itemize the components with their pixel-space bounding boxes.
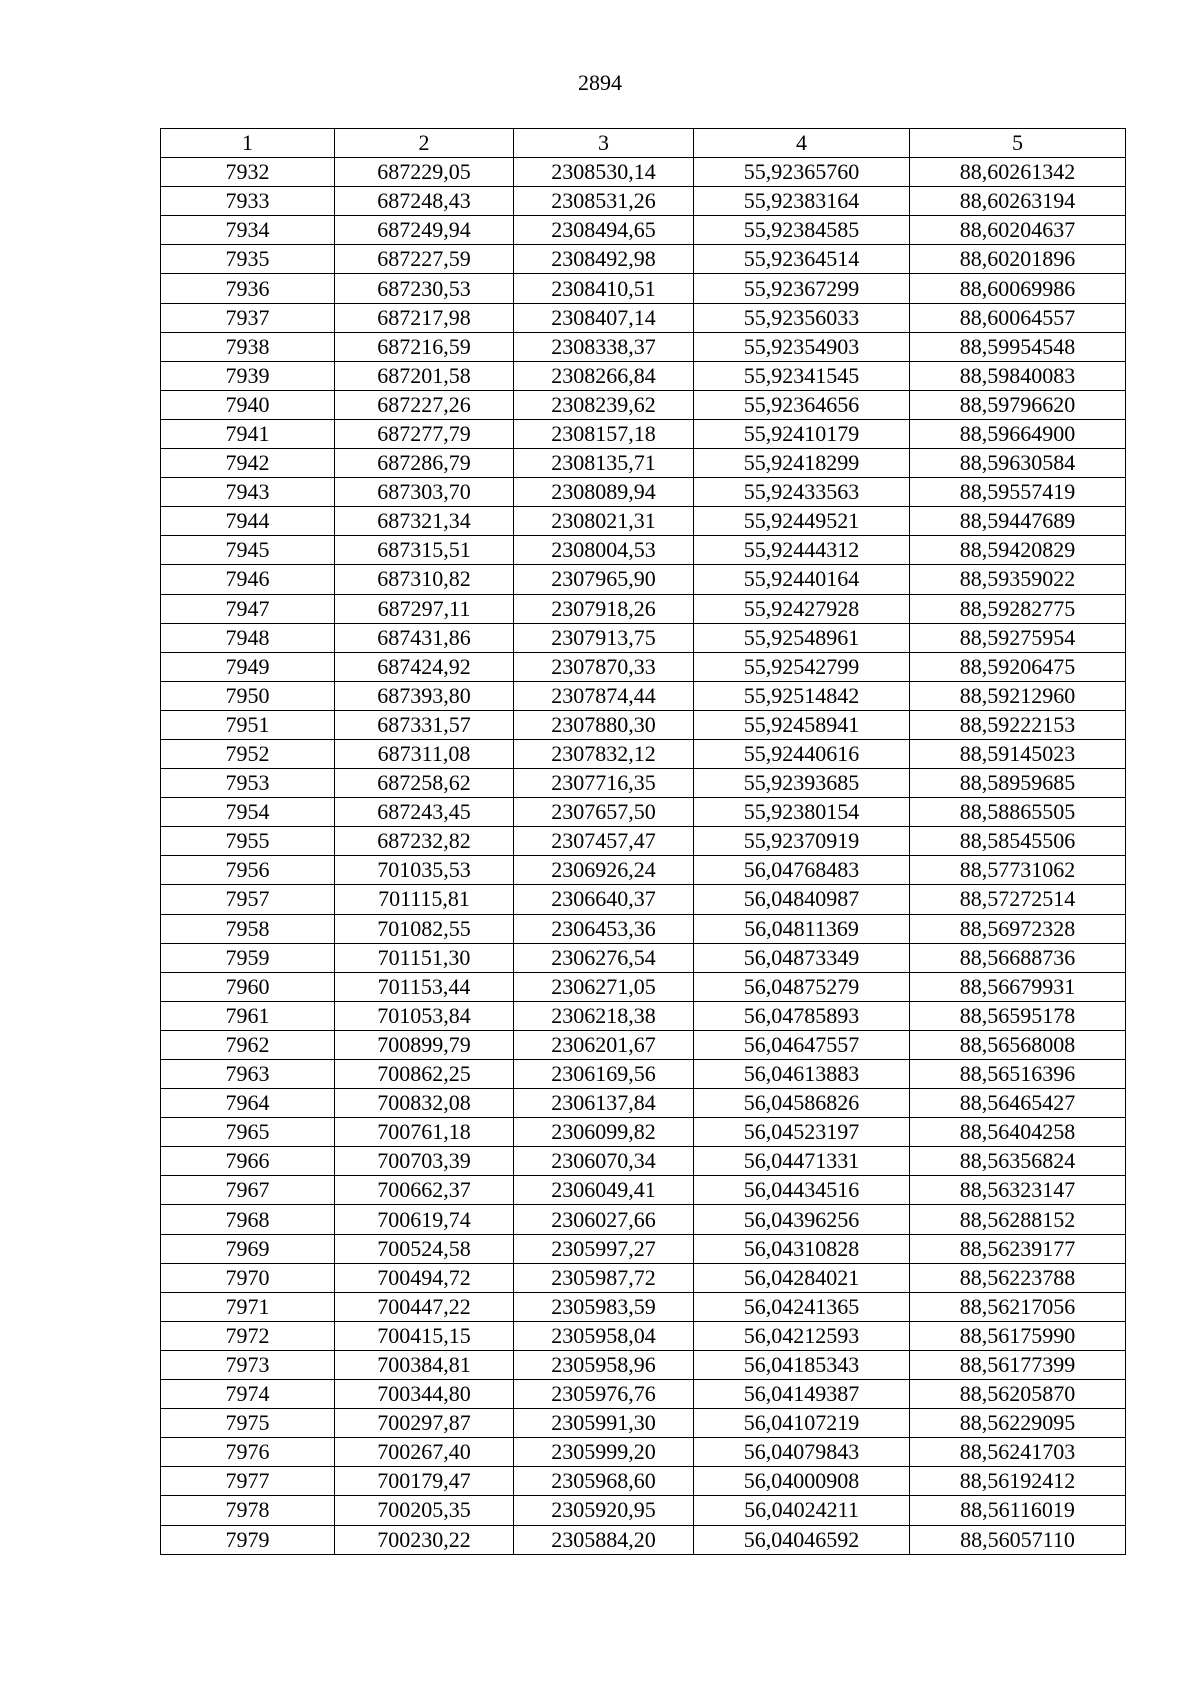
table-row xyxy=(161,390,1126,419)
table-row xyxy=(161,1001,1126,1030)
table-cell-col2: 700179,47 xyxy=(335,1467,514,1496)
table-cell-col1: 7956 xyxy=(161,856,335,885)
table-cell-col1: 7978 xyxy=(161,1496,335,1525)
table-cell-col3: 2307918,26 xyxy=(514,594,694,623)
table-cell-col1: 7961 xyxy=(161,1001,335,1030)
table-cell-col4: 56,04785893 xyxy=(694,1001,910,1030)
table-cell-col3: 2306640,37 xyxy=(514,885,694,914)
table-row xyxy=(161,856,1126,885)
table-cell-col2: 700832,08 xyxy=(335,1089,514,1118)
table-cell-col5: 88,56323147 xyxy=(910,1176,1126,1205)
table-cell-col2: 687297,11 xyxy=(335,594,514,623)
table-cell-col2: 687277,79 xyxy=(335,419,514,448)
table-cell-col5: 88,59796620 xyxy=(910,390,1126,419)
table-cell-col4: 56,04284021 xyxy=(694,1263,910,1292)
table-cell-col1: 7957 xyxy=(161,885,335,914)
table-row xyxy=(161,187,1126,216)
table-cell-col1: 7938 xyxy=(161,332,335,361)
table-cell-col4: 56,04000908 xyxy=(694,1467,910,1496)
table-cell-col3: 2306276,54 xyxy=(514,943,694,972)
table-cell-col2: 687249,94 xyxy=(335,216,514,245)
table-cell-col5: 88,56239177 xyxy=(910,1234,1126,1263)
table-cell-col4: 56,04396256 xyxy=(694,1205,910,1234)
table-row xyxy=(161,739,1126,768)
table-cell-col1: 7934 xyxy=(161,216,335,245)
table-cell-col3: 2307880,30 xyxy=(514,710,694,739)
table-cell-col2: 687229,05 xyxy=(335,158,514,187)
table-cell-col3: 2305987,72 xyxy=(514,1263,694,1292)
table-cell-col2: 700524,58 xyxy=(335,1234,514,1263)
table-row xyxy=(161,1321,1126,1350)
table-row xyxy=(161,681,1126,710)
table-row xyxy=(161,1525,1126,1554)
table-cell-col4: 55,92548961 xyxy=(694,623,910,652)
table-row xyxy=(161,594,1126,623)
table-cell-col2: 701153,44 xyxy=(335,972,514,1001)
table-cell-col5: 88,59447689 xyxy=(910,507,1126,536)
table-row xyxy=(161,1205,1126,1234)
table-cell-col5: 88,56679931 xyxy=(910,972,1126,1001)
table-cell-col4: 55,92367299 xyxy=(694,274,910,303)
table-cell-col1: 7946 xyxy=(161,565,335,594)
table-cell-col3: 2306453,36 xyxy=(514,914,694,943)
table-cell-col5: 88,59206475 xyxy=(910,652,1126,681)
table-cell-col4: 55,92384585 xyxy=(694,216,910,245)
table-row xyxy=(161,1496,1126,1525)
table-row xyxy=(161,1467,1126,1496)
table-cell-col3: 2308135,71 xyxy=(514,449,694,478)
table-cell-col2: 687310,82 xyxy=(335,565,514,594)
table-cell-col4: 56,04212593 xyxy=(694,1321,910,1350)
table-row xyxy=(161,972,1126,1001)
table-cell-col4: 55,92440164 xyxy=(694,565,910,594)
table-cell-col3: 2305920,95 xyxy=(514,1496,694,1525)
table-cell-col3: 2307913,75 xyxy=(514,623,694,652)
table-cell-col2: 700703,39 xyxy=(335,1147,514,1176)
table-cell-col3: 2308530,14 xyxy=(514,158,694,187)
table-cell-col3: 2307457,47 xyxy=(514,827,694,856)
table-cell-col1: 7947 xyxy=(161,594,335,623)
table-cell-col4: 55,92380154 xyxy=(694,798,910,827)
table-cell-col4: 56,04811369 xyxy=(694,914,910,943)
table-cell-col3: 2308004,53 xyxy=(514,536,694,565)
table-cell-col1: 7939 xyxy=(161,361,335,390)
table-cell-col2: 700862,25 xyxy=(335,1060,514,1089)
table-cell-col2: 701151,30 xyxy=(335,943,514,972)
table-cell-col2: 701115,81 xyxy=(335,885,514,914)
table-cell-col4: 56,04586826 xyxy=(694,1089,910,1118)
table-cell-col4: 55,92433563 xyxy=(694,478,910,507)
table-cell-col1: 7965 xyxy=(161,1118,335,1147)
table-cell-col4: 55,92440616 xyxy=(694,739,910,768)
table-cell-col3: 2306049,41 xyxy=(514,1176,694,1205)
table-cell-col3: 2306027,66 xyxy=(514,1205,694,1234)
table-row xyxy=(161,1292,1126,1321)
table-cell-col4: 56,04768483 xyxy=(694,856,910,885)
table-cell-col1: 7972 xyxy=(161,1321,335,1350)
table-cell-col1: 7951 xyxy=(161,710,335,739)
table-row xyxy=(161,361,1126,390)
table-row xyxy=(161,478,1126,507)
table-cell-col2: 700415,15 xyxy=(335,1321,514,1350)
table-cell-col5: 88,56175990 xyxy=(910,1321,1126,1350)
table-cell-col3: 2305976,76 xyxy=(514,1380,694,1409)
table-cell-col5: 88,56177399 xyxy=(910,1350,1126,1379)
column-header-5: 5 xyxy=(910,129,1126,158)
table-row xyxy=(161,216,1126,245)
table-row xyxy=(161,885,1126,914)
table-cell-col1: 7937 xyxy=(161,303,335,332)
table-cell-col1: 7933 xyxy=(161,187,335,216)
table-cell-col2: 687311,08 xyxy=(335,739,514,768)
table-row xyxy=(161,1176,1126,1205)
table-cell-col1: 7976 xyxy=(161,1438,335,1467)
table-cell-col3: 2307657,50 xyxy=(514,798,694,827)
table-cell-col4: 55,92354903 xyxy=(694,332,910,361)
table-cell-col4: 56,04107219 xyxy=(694,1409,910,1438)
table-row xyxy=(161,710,1126,739)
table-cell-col5: 88,56241703 xyxy=(910,1438,1126,1467)
table-cell-col1: 7960 xyxy=(161,972,335,1001)
table-cell-col3: 2306926,24 xyxy=(514,856,694,885)
table-cell-col1: 7970 xyxy=(161,1263,335,1292)
table-cell-col2: 700494,72 xyxy=(335,1263,514,1292)
table-row xyxy=(161,1380,1126,1409)
table-cell-col5: 88,59630584 xyxy=(910,449,1126,478)
table-cell-col3: 2308089,94 xyxy=(514,478,694,507)
table-cell-col3: 2308494,65 xyxy=(514,216,694,245)
table-cell-col1: 7940 xyxy=(161,390,335,419)
table-cell-col2: 700447,22 xyxy=(335,1292,514,1321)
table-cell-col2: 687431,86 xyxy=(335,623,514,652)
table-cell-col4: 56,04875279 xyxy=(694,972,910,1001)
table-row xyxy=(161,769,1126,798)
table-cell-col4: 55,92364656 xyxy=(694,390,910,419)
table-cell-col3: 2307874,44 xyxy=(514,681,694,710)
table-cell-col2: 687286,79 xyxy=(335,449,514,478)
table-cell-col5: 88,59954548 xyxy=(910,332,1126,361)
table-cell-col3: 2308021,31 xyxy=(514,507,694,536)
table-cell-col1: 7962 xyxy=(161,1030,335,1059)
table-cell-col3: 2305999,20 xyxy=(514,1438,694,1467)
table-cell-col1: 7955 xyxy=(161,827,335,856)
table-cell-col1: 7974 xyxy=(161,1380,335,1409)
table-row xyxy=(161,1030,1126,1059)
table-cell-col2: 687315,51 xyxy=(335,536,514,565)
table-cell-col4: 56,04523197 xyxy=(694,1118,910,1147)
table-cell-col2: 687227,59 xyxy=(335,245,514,274)
table-header-row xyxy=(161,129,1126,158)
table-row xyxy=(161,652,1126,681)
table-cell-col1: 7968 xyxy=(161,1205,335,1234)
table-cell-col5: 88,56205870 xyxy=(910,1380,1126,1409)
table-cell-col4: 55,92444312 xyxy=(694,536,910,565)
table-cell-col3: 2305958,04 xyxy=(514,1321,694,1350)
table-cell-col3: 2306271,05 xyxy=(514,972,694,1001)
table-row xyxy=(161,507,1126,536)
table-cell-col4: 55,92449521 xyxy=(694,507,910,536)
table-cell-col1: 7975 xyxy=(161,1409,335,1438)
table-cell-col1: 7971 xyxy=(161,1292,335,1321)
table-row xyxy=(161,1147,1126,1176)
table-cell-col2: 687230,53 xyxy=(335,274,514,303)
table-cell-col5: 88,56972328 xyxy=(910,914,1126,943)
table-cell-col5: 88,56223788 xyxy=(910,1263,1126,1292)
table-cell-col3: 2306070,34 xyxy=(514,1147,694,1176)
table-row xyxy=(161,1350,1126,1379)
table-row xyxy=(161,827,1126,856)
table-cell-col1: 7944 xyxy=(161,507,335,536)
table-cell-col1: 7958 xyxy=(161,914,335,943)
table-row xyxy=(161,1234,1126,1263)
table-cell-col2: 701053,84 xyxy=(335,1001,514,1030)
table-cell-col5: 88,58959685 xyxy=(910,769,1126,798)
table-cell-col5: 88,59840083 xyxy=(910,361,1126,390)
table-cell-col5: 88,56057110 xyxy=(910,1525,1126,1554)
table-cell-col4: 56,04840987 xyxy=(694,885,910,914)
table-cell-col3: 2306201,67 xyxy=(514,1030,694,1059)
table-cell-col2: 700662,37 xyxy=(335,1176,514,1205)
table-cell-col2: 700899,79 xyxy=(335,1030,514,1059)
table-row xyxy=(161,332,1126,361)
table-cell-col4: 55,92341545 xyxy=(694,361,910,390)
table-cell-col4: 55,92542799 xyxy=(694,652,910,681)
table-cell-col3: 2307716,35 xyxy=(514,769,694,798)
table-cell-col1: 7949 xyxy=(161,652,335,681)
table-cell-col3: 2305968,60 xyxy=(514,1467,694,1496)
table-cell-col4: 55,92393685 xyxy=(694,769,910,798)
table-cell-col5: 88,56516396 xyxy=(910,1060,1126,1089)
table-cell-col3: 2305958,96 xyxy=(514,1350,694,1379)
table-cell-col4: 56,04046592 xyxy=(694,1525,910,1554)
table-cell-col5: 88,56465427 xyxy=(910,1089,1126,1118)
table-row xyxy=(161,565,1126,594)
table-row xyxy=(161,536,1126,565)
column-header-4: 4 xyxy=(694,129,910,158)
table-cell-col2: 687248,43 xyxy=(335,187,514,216)
table-cell-col2: 687217,98 xyxy=(335,303,514,332)
table-cell-col4: 56,04471331 xyxy=(694,1147,910,1176)
table-cell-col5: 88,56356824 xyxy=(910,1147,1126,1176)
table-cell-col5: 88,60069986 xyxy=(910,274,1126,303)
table-row xyxy=(161,943,1126,972)
table-cell-col4: 56,04434516 xyxy=(694,1176,910,1205)
table-cell-col3: 2307832,12 xyxy=(514,739,694,768)
table-row xyxy=(161,449,1126,478)
table-cell-col5: 88,56404258 xyxy=(910,1118,1126,1147)
table-cell-col2: 687424,92 xyxy=(335,652,514,681)
table-cell-col1: 7977 xyxy=(161,1467,335,1496)
table-cell-col4: 55,92365760 xyxy=(694,158,910,187)
table-cell-col1: 7948 xyxy=(161,623,335,652)
table-cell-col3: 2308410,51 xyxy=(514,274,694,303)
table-cell-col4: 56,04149387 xyxy=(694,1380,910,1409)
table-cell-col1: 7953 xyxy=(161,769,335,798)
column-header-1: 1 xyxy=(161,129,335,158)
table-cell-col3: 2305884,20 xyxy=(514,1525,694,1554)
table-row xyxy=(161,274,1126,303)
table-cell-col1: 7932 xyxy=(161,158,335,187)
table-cell-col3: 2305991,30 xyxy=(514,1409,694,1438)
table-cell-col4: 55,92418299 xyxy=(694,449,910,478)
table-cell-col3: 2306169,56 xyxy=(514,1060,694,1089)
table-row xyxy=(161,303,1126,332)
table-cell-col2: 687393,80 xyxy=(335,681,514,710)
table-cell-col1: 7945 xyxy=(161,536,335,565)
table-cell-col5: 88,59282775 xyxy=(910,594,1126,623)
table-cell-col3: 2305997,27 xyxy=(514,1234,694,1263)
table-cell-col1: 7964 xyxy=(161,1089,335,1118)
table-row xyxy=(161,798,1126,827)
table-cell-col2: 687331,57 xyxy=(335,710,514,739)
table-cell-col3: 2306218,38 xyxy=(514,1001,694,1030)
table-cell-col5: 88,60263194 xyxy=(910,187,1126,216)
column-header-2: 2 xyxy=(335,129,514,158)
table-cell-col4: 55,92364514 xyxy=(694,245,910,274)
table-cell-col2: 687321,34 xyxy=(335,507,514,536)
table-body xyxy=(161,129,1126,1555)
table-cell-col1: 7941 xyxy=(161,419,335,448)
table-cell-col4: 55,92458941 xyxy=(694,710,910,739)
table-cell-col5: 88,59212960 xyxy=(910,681,1126,710)
table-cell-col2: 700619,74 xyxy=(335,1205,514,1234)
table-row xyxy=(161,245,1126,274)
table-cell-col1: 7967 xyxy=(161,1176,335,1205)
table-cell-col4: 56,04185343 xyxy=(694,1350,910,1379)
table-cell-col5: 88,60064557 xyxy=(910,303,1126,332)
table-cell-col4: 56,04613883 xyxy=(694,1060,910,1089)
table-cell-col2: 700297,87 xyxy=(335,1409,514,1438)
table-cell-col5: 88,59664900 xyxy=(910,419,1126,448)
table-cell-col4: 56,04873349 xyxy=(694,943,910,972)
table-cell-col1: 7935 xyxy=(161,245,335,274)
table-cell-col2: 687303,70 xyxy=(335,478,514,507)
table-cell-col5: 88,59420829 xyxy=(910,536,1126,565)
table-cell-col3: 2308492,98 xyxy=(514,245,694,274)
table-cell-col4: 56,04241365 xyxy=(694,1292,910,1321)
table-cell-col5: 88,57731062 xyxy=(910,856,1126,885)
table-cell-col2: 700384,81 xyxy=(335,1350,514,1379)
table-cell-col1: 7973 xyxy=(161,1350,335,1379)
table-cell-col4: 55,92383164 xyxy=(694,187,910,216)
table-cell-col4: 56,04310828 xyxy=(694,1234,910,1263)
table-cell-col2: 687216,59 xyxy=(335,332,514,361)
table-cell-col1: 7963 xyxy=(161,1060,335,1089)
table-cell-col3: 2308338,37 xyxy=(514,332,694,361)
table-cell-col5: 88,58545506 xyxy=(910,827,1126,856)
table-cell-col4: 55,92410179 xyxy=(694,419,910,448)
table-row xyxy=(161,1263,1126,1292)
table-cell-col2: 687243,45 xyxy=(335,798,514,827)
table-cell-col4: 55,92370919 xyxy=(694,827,910,856)
table-cell-col2: 701035,53 xyxy=(335,856,514,885)
table-cell-col3: 2305983,59 xyxy=(514,1292,694,1321)
table-cell-col5: 88,56595178 xyxy=(910,1001,1126,1030)
table-cell-col5: 88,56229095 xyxy=(910,1409,1126,1438)
table-cell-col5: 88,60261342 xyxy=(910,158,1126,187)
table-cell-col1: 7954 xyxy=(161,798,335,827)
table-cell-col5: 88,59557419 xyxy=(910,478,1126,507)
table-cell-col1: 7966 xyxy=(161,1147,335,1176)
table-cell-col1: 7959 xyxy=(161,943,335,972)
table-cell-col5: 88,60204637 xyxy=(910,216,1126,245)
table-cell-col5: 88,59275954 xyxy=(910,623,1126,652)
table-cell-col3: 2307965,90 xyxy=(514,565,694,594)
table-cell-col3: 2308407,14 xyxy=(514,303,694,332)
table-cell-col2: 700205,35 xyxy=(335,1496,514,1525)
table-cell-col5: 88,59222153 xyxy=(910,710,1126,739)
table-cell-col5: 88,56688736 xyxy=(910,943,1126,972)
table-cell-col4: 56,04647557 xyxy=(694,1030,910,1059)
table-cell-col4: 55,92514842 xyxy=(694,681,910,710)
table-row xyxy=(161,158,1126,187)
table-cell-col4: 55,92427928 xyxy=(694,594,910,623)
table-cell-col2: 700230,22 xyxy=(335,1525,514,1554)
table-cell-col3: 2306137,84 xyxy=(514,1089,694,1118)
table-cell-col3: 2308239,62 xyxy=(514,390,694,419)
table-cell-col3: 2306099,82 xyxy=(514,1118,694,1147)
coordinates-table xyxy=(160,128,1126,1555)
table-cell-col1: 7950 xyxy=(161,681,335,710)
table-cell-col4: 56,04079843 xyxy=(694,1438,910,1467)
table-cell-col1: 7942 xyxy=(161,449,335,478)
table-cell-col5: 88,58865505 xyxy=(910,798,1126,827)
table-cell-col2: 701082,55 xyxy=(335,914,514,943)
table-cell-col5: 88,60201896 xyxy=(910,245,1126,274)
table-cell-col3: 2308157,18 xyxy=(514,419,694,448)
table-cell-col4: 56,04024211 xyxy=(694,1496,910,1525)
table-cell-col3: 2308531,26 xyxy=(514,187,694,216)
table-cell-col2: 700267,40 xyxy=(335,1438,514,1467)
table-row xyxy=(161,1409,1126,1438)
table-cell-col3: 2308266,84 xyxy=(514,361,694,390)
table-cell-col2: 687258,62 xyxy=(335,769,514,798)
table-cell-col1: 7952 xyxy=(161,739,335,768)
table-cell-col2: 687227,26 xyxy=(335,390,514,419)
table-row xyxy=(161,914,1126,943)
table-cell-col5: 88,57272514 xyxy=(910,885,1126,914)
table-cell-col4: 55,92356033 xyxy=(694,303,910,332)
table-row xyxy=(161,1060,1126,1089)
table-cell-col3: 2307870,33 xyxy=(514,652,694,681)
table-row xyxy=(161,1118,1126,1147)
column-header-3: 3 xyxy=(514,129,694,158)
table-cell-col1: 7979 xyxy=(161,1525,335,1554)
table-cell-col5: 88,59359022 xyxy=(910,565,1126,594)
table-row xyxy=(161,623,1126,652)
table-cell-col5: 88,56116019 xyxy=(910,1496,1126,1525)
table-cell-col5: 88,56288152 xyxy=(910,1205,1126,1234)
table-cell-col5: 88,56217056 xyxy=(910,1292,1126,1321)
table-cell-col5: 88,59145023 xyxy=(910,739,1126,768)
table-row xyxy=(161,1089,1126,1118)
table-cell-col5: 88,56568008 xyxy=(910,1030,1126,1059)
table-cell-col2: 687232,82 xyxy=(335,827,514,856)
page-number: 2894 xyxy=(578,70,622,95)
table-cell-col2: 687201,58 xyxy=(335,361,514,390)
table-cell-col2: 700761,18 xyxy=(335,1118,514,1147)
table-row xyxy=(161,419,1126,448)
table-cell-col1: 7936 xyxy=(161,274,335,303)
table-cell-col1: 7943 xyxy=(161,478,335,507)
table-cell-col2: 700344,80 xyxy=(335,1380,514,1409)
table-row xyxy=(161,1438,1126,1467)
table-cell-col5: 88,56192412 xyxy=(910,1467,1126,1496)
table-cell-col1: 7969 xyxy=(161,1234,335,1263)
